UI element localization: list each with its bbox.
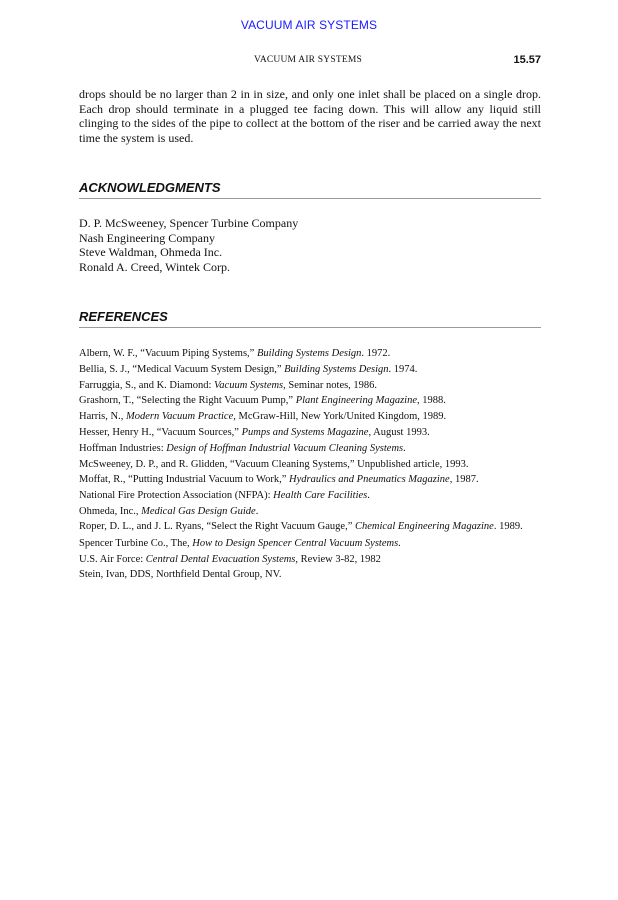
reference-publication: Chemical Engineering Magazine <box>355 520 494 532</box>
reference-item <box>79 536 541 552</box>
reference-text: McSweeney, D. P., and R. Glidden, “Vacuum Cleaning Systems,” Unpublished article, 1993. <box>79 458 469 470</box>
acknowledgment-item: Steve Waldman, Ohmeda Inc. <box>79 245 223 259</box>
acknowledgments-heading: ACKNOWLEDGMENTS <box>79 180 541 199</box>
reference-item <box>79 567 541 583</box>
reference-tail: , 1988. <box>417 395 446 407</box>
body-paragraph: drops should be no larger than 2 in in size, and only one inlet shall be placed on a single drop. Each drop should terminate in a plugged tee facing down. This will allow any liquid still clinging to the sides of the pipe to collect at the bottom of the riser and be carried away the next time the system is used. <box>79 87 541 145</box>
reference-publication: Health Care Facilities <box>273 490 368 502</box>
reference-item <box>79 441 541 457</box>
reference-text: Bellia, S. J., “Medical Vacuum System Design,” <box>79 363 285 375</box>
reference-item <box>79 378 541 394</box>
reference-publication: Central Dental Evacuation Systems <box>145 553 296 565</box>
references-heading: REFERENCES <box>79 309 541 328</box>
reference-item <box>79 362 541 378</box>
acknowledgment-item: D. P. McSweeney, Spencer Turbine Company <box>79 216 299 230</box>
reference-publication: Modern Vacuum Practice <box>125 411 234 423</box>
reference-item <box>79 409 541 425</box>
reference-text: Moffat, R., “Putting Industrial Vacuum to Work,” <box>79 474 290 486</box>
reference-text: National Fire Protection Association (NFPA): <box>79 490 274 502</box>
reference-text: Roper, D. L., and J. L. Ryans, “Select the Right Vacuum Gauge,” <box>79 520 355 532</box>
reference-tail: . 1989. <box>493 520 523 532</box>
running-head <box>0 55 618 69</box>
reference-item <box>79 488 541 504</box>
reference-tail: , Seminar notes, 1986. <box>283 379 378 391</box>
references-list <box>79 346 541 583</box>
running-head-title: VACUUM AIR SYSTEMS <box>254 55 362 65</box>
reference-text: Spencer Turbine Co., The, <box>79 537 193 549</box>
reference-tail: . 1974. <box>388 363 418 375</box>
reference-publication: Vacuum Systems <box>214 379 284 391</box>
reference-publication: How to Design Spencer Central Vacuum Systems <box>192 537 399 549</box>
reference-item <box>79 472 541 488</box>
reference-tail: . 1972. <box>361 348 391 359</box>
reference-publication: Plant Engineering Magazine <box>295 395 418 407</box>
reference-item <box>79 425 541 441</box>
reference-item <box>79 504 541 520</box>
reference-publication: Design of Hoffman Industrial Vacuum Cleaning Systems <box>166 442 404 454</box>
reference-tail: . <box>398 537 401 549</box>
reference-tail: , Review 3-82, 1982 <box>295 553 381 565</box>
acknowledgments-list <box>79 216 541 274</box>
reference-tail: . <box>255 505 259 517</box>
reference-publication: Pumps and Systems Magazine <box>241 426 369 438</box>
reference-item <box>79 520 541 533</box>
reference-tail: . <box>367 490 370 502</box>
document-link-title[interactable]: VACUUM AIR SYSTEMS <box>240 18 378 32</box>
reference-text: Hesser, Henry H., “Vacuum Sources,” <box>79 426 242 438</box>
reference-text: Stein, Ivan, DDS, Northfield Dental Group, NV. <box>79 569 282 581</box>
reference-item <box>79 393 541 409</box>
reference-tail: , 1987. <box>449 474 479 486</box>
reference-publication: Building Systems Design <box>256 348 362 359</box>
reference-item <box>79 457 541 473</box>
reference-text: Hoffman Industries: <box>79 442 167 454</box>
reference-text: Grashorn, T., “Selecting the Right Vacuum Pump,” <box>79 395 296 407</box>
reference-text: U.S. Air Force: <box>79 553 146 565</box>
page-number: 15.57 <box>513 54 541 66</box>
reference-publication: Building Systems Design <box>284 363 389 375</box>
reference-tail: , McGraw-Hill, New York/United Kingdom, 1989. <box>233 411 447 423</box>
reference-tail: , August 1993. <box>368 426 430 438</box>
reference-publication: Medical Gas Design Guide <box>141 505 256 517</box>
acknowledgment-item: Nash Engineering Company <box>79 230 215 245</box>
acknowledgment-item: Ronald A. Creed, Wintek Corp. <box>79 259 230 274</box>
reference-publication: Hydraulics and Pneumatics Magazine <box>289 474 450 486</box>
reference-tail: . <box>403 442 406 454</box>
reference-item <box>79 346 541 362</box>
reference-item <box>79 552 541 568</box>
reference-text: Harris, N., <box>79 411 126 423</box>
reference-text: Farruggia, S., and K. Diamond: <box>79 379 215 391</box>
reference-text: Ohmeda, Inc., <box>79 505 142 517</box>
reference-text: Albern, W. F., “Vacuum Piping Systems,” <box>79 348 257 359</box>
